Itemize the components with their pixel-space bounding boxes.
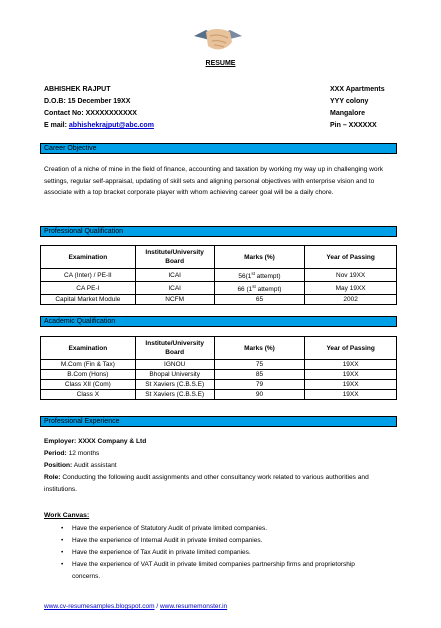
table-row: [41, 269, 397, 282]
table-cell: Nov 19XX: [305, 269, 397, 282]
table-row: [41, 295, 397, 305]
table-row: [41, 370, 397, 380]
handshake-icon: [192, 22, 244, 56]
table-cell: 56(1st attempt): [214, 269, 305, 282]
table-cell: St Xaviers (C.B.S.E): [135, 390, 214, 400]
employer-value: XXXX Company & Ltd: [78, 438, 147, 445]
column-header: Examination: [41, 337, 136, 360]
work-canvas-title: Work Canvas:: [44, 512, 90, 519]
candidate-name: ABHISHEK RAJPUT: [44, 86, 111, 93]
table-cell: Capital Market Module: [41, 295, 136, 305]
column-header: Year of Passing: [305, 337, 397, 360]
table-cell: 19XX: [305, 360, 397, 370]
table-cell: 19XX: [305, 370, 397, 380]
professional-qualification-heading: Professional Qualification: [40, 226, 397, 237]
table-row: [41, 390, 397, 400]
contact-block-left: [44, 84, 154, 132]
table-cell: CA PE-I: [41, 282, 136, 295]
role-line: [44, 472, 396, 496]
period-label: Period:: [44, 450, 67, 457]
table-cell: 75: [214, 360, 305, 370]
academic-qualification-heading: Academic Qualification: [40, 316, 397, 327]
list-item: • Have the experience of VAT Audit in private limited companies partnership firms and proprietorship concerns.: [44, 559, 374, 583]
address-line-3: Mangalore: [330, 110, 366, 117]
table-cell: ICAI: [135, 269, 214, 282]
position-value: Audit assistant: [73, 462, 117, 469]
column-header: Institute/University Board: [135, 337, 214, 360]
email-link[interactable]: abhishekrajput@abc.com: [68, 122, 154, 129]
table-cell: CA (Inter) / PE-II: [41, 269, 136, 282]
list-item: • Have the experience of Statutory Audit of private limited companies.: [44, 523, 374, 535]
table-cell: IGNOU: [135, 360, 214, 370]
date-of-birth: D.O.B: 15 December 19XX: [44, 98, 131, 105]
resume-title: RESUME: [205, 60, 236, 67]
column-header: Examination: [41, 246, 136, 269]
employer-label: Employer:: [44, 438, 77, 445]
career-objective-text: Creation of a niche of mine in the field of finance, accounting and taxation by working my way up in challenging work settings, regular self-appraisal, updating of skill sets and aligning personal objectives with enterprise vision and to associate with a top bracket corporate player with whom achieving career goal will be a daily chore.: [44, 166, 384, 196]
position-line: [44, 460, 396, 472]
career-objective-heading: Career Objective: [40, 143, 397, 154]
table-row: [41, 282, 397, 295]
column-header: Year of Passing: [305, 246, 397, 269]
employer-line: [44, 436, 396, 448]
email-line: [44, 120, 154, 132]
address-line-1: XXX Apartments: [330, 86, 385, 93]
footer: [44, 603, 227, 610]
position-label: Position:: [44, 462, 73, 469]
table-cell: B.Com (Hons): [41, 370, 136, 380]
list-item: • Have the experience of Internal Audit in private limited companies.: [44, 535, 374, 547]
period-value: 12 months: [68, 450, 100, 457]
table-cell: 19XX: [305, 380, 397, 390]
list-item: • Have the experience of Tax Audit in private limited companies.: [44, 547, 374, 559]
table-cell: 66 (1st attempt): [214, 282, 305, 295]
table-cell: St Xaviers (C.B.S.E): [135, 380, 214, 390]
table-cell: Class XII (Com): [41, 380, 136, 390]
table-cell: 85: [214, 370, 305, 380]
email-label: E mail:: [44, 122, 69, 129]
professional-experience-heading: Professional Experience: [40, 416, 397, 427]
table-cell: 79: [214, 380, 305, 390]
table-row: [41, 360, 397, 370]
table-cell: Class X: [41, 390, 136, 400]
footer-link-resumemonster[interactable]: www.resumemonster.in: [159, 603, 228, 610]
table-cell: NCFM: [135, 295, 214, 305]
table-row: [41, 380, 397, 390]
address-pin: Pin – XXXXXX: [330, 122, 377, 129]
table-cell: ICAI: [135, 282, 214, 295]
role-label: Role:: [44, 474, 61, 481]
academic-qualification-table: [40, 336, 397, 400]
table-cell: 65: [214, 295, 305, 305]
table-cell: Bhopal University: [135, 370, 214, 380]
table-cell: 2002: [305, 295, 397, 305]
table-cell: M.Com (Fin & Tax): [41, 360, 136, 370]
table-cell: May 19XX: [305, 282, 397, 295]
professional-qualification-table: [40, 245, 397, 305]
experience-details: [44, 436, 396, 496]
period-line: [44, 448, 396, 460]
footer-link-blogspot[interactable]: www.cv-resumesamples.blogspot.com: [44, 603, 155, 610]
contact-block-right: [330, 84, 385, 132]
role-value: Conducting the following audit assignments and other consultancy work related to various authorities and institutions.: [44, 474, 369, 493]
column-header: Marks (%): [214, 337, 305, 360]
contact-number: Contact No: XXXXXXXXXXX: [44, 110, 137, 117]
table-cell: 90: [214, 390, 305, 400]
work-canvas-list: [44, 523, 374, 583]
column-header: Institute/University Board: [135, 246, 214, 269]
column-header: Marks (%): [214, 246, 305, 269]
table-cell: 19XX: [305, 390, 397, 400]
address-line-2: YYY colony: [330, 98, 369, 105]
footer-separator: /: [154, 603, 160, 610]
